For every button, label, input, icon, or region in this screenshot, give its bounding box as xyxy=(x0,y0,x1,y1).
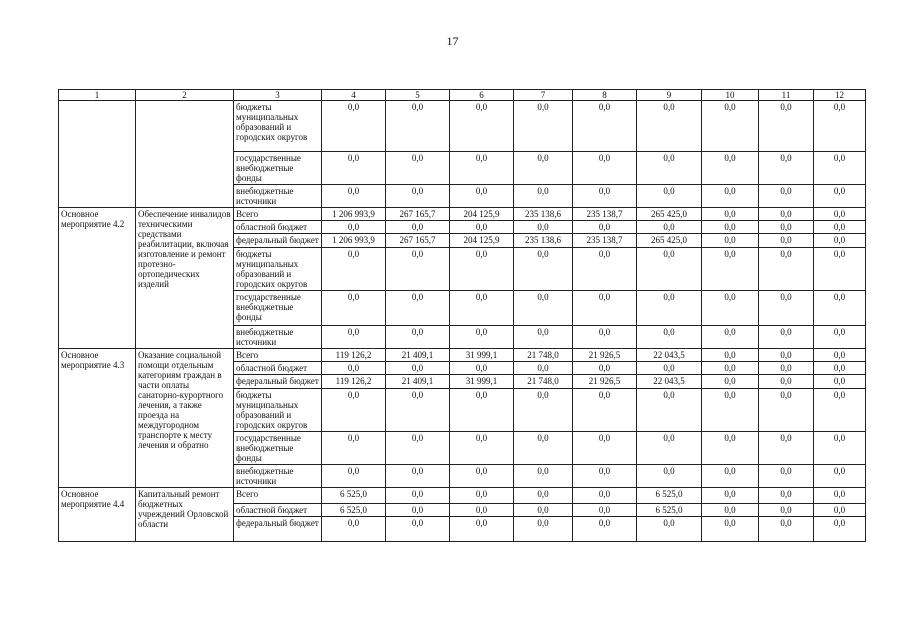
amount-cell: 0,0 xyxy=(514,432,573,465)
amount-cell: 0,0 xyxy=(450,488,514,504)
amount-cell: 0,0 xyxy=(514,517,573,542)
column-header: 1 xyxy=(59,90,136,101)
amount-cell: 0,0 xyxy=(759,488,814,504)
amount-cell: 0,0 xyxy=(759,432,814,465)
activity-name: Основное мероприятие 4.4 xyxy=(59,488,136,542)
amount-cell: 0,0 xyxy=(814,389,866,432)
amount-cell: 0,0 xyxy=(450,291,514,326)
amount-cell: 0,0 xyxy=(814,465,866,488)
amount-cell: 0,0 xyxy=(637,465,702,488)
amount-cell: 204 125,9 xyxy=(450,208,514,221)
amount-cell: 0,0 xyxy=(450,465,514,488)
amount-cell: 0,0 xyxy=(702,504,759,517)
table-row xyxy=(59,488,866,504)
amount-cell: 22 043,5 xyxy=(637,349,702,362)
amount-cell: 0,0 xyxy=(814,208,866,221)
amount-cell: 0,0 xyxy=(814,101,866,152)
amount-cell: 0,0 xyxy=(637,389,702,432)
amount-cell: 0,0 xyxy=(322,248,386,291)
funding-source: федеральный бюджет xyxy=(234,375,322,389)
column-header: 12 xyxy=(814,90,866,101)
amount-cell: 0,0 xyxy=(322,291,386,326)
amount-cell: 0,0 xyxy=(814,234,866,248)
amount-cell: 0,0 xyxy=(637,291,702,326)
amount-cell: 0,0 xyxy=(386,517,450,542)
amount-cell: 0,0 xyxy=(814,291,866,326)
amount-cell: 0,0 xyxy=(814,517,866,542)
column-header: 3 xyxy=(234,90,322,101)
amount-cell: 267 165,7 xyxy=(386,208,450,221)
table-header xyxy=(59,90,866,101)
table-row xyxy=(59,101,866,152)
funding-source: внебюджетные источники xyxy=(234,185,322,208)
amount-cell: 0,0 xyxy=(514,389,573,432)
amount-cell: 1 206 993,9 xyxy=(322,208,386,221)
amount-cell: 0,0 xyxy=(322,465,386,488)
amount-cell: 0,0 xyxy=(702,152,759,185)
amount-cell: 0,0 xyxy=(759,326,814,349)
amount-cell: 0,0 xyxy=(759,185,814,208)
header-row xyxy=(59,90,866,101)
amount-cell: 0,0 xyxy=(450,152,514,185)
amount-cell: 21 926,5 xyxy=(573,375,637,389)
amount-cell: 0,0 xyxy=(637,185,702,208)
amount-cell: 204 125,9 xyxy=(450,234,514,248)
amount-cell: 21 409,1 xyxy=(386,375,450,389)
amount-cell: 0,0 xyxy=(450,221,514,234)
amount-cell: 0,0 xyxy=(637,101,702,152)
amount-cell: 265 425,0 xyxy=(637,234,702,248)
amount-cell: 0,0 xyxy=(573,465,637,488)
amount-cell: 0,0 xyxy=(514,465,573,488)
amount-cell: 0,0 xyxy=(514,488,573,504)
amount-cell: 119 126,2 xyxy=(322,375,386,389)
amount-cell: 0,0 xyxy=(759,208,814,221)
amount-cell: 0,0 xyxy=(322,221,386,234)
amount-cell: 0,0 xyxy=(386,152,450,185)
amount-cell: 0,0 xyxy=(702,389,759,432)
amount-cell: 0,0 xyxy=(759,517,814,542)
amount-cell: 0,0 xyxy=(322,432,386,465)
funding-source: федеральный бюджет xyxy=(234,517,322,542)
amount-cell: 0,0 xyxy=(514,248,573,291)
amount-cell: 0,0 xyxy=(702,517,759,542)
amount-cell: 0,0 xyxy=(759,465,814,488)
funding-source: государственные внебюджетные фонды xyxy=(234,152,322,185)
amount-cell: 0,0 xyxy=(514,185,573,208)
amount-cell: 0,0 xyxy=(759,362,814,375)
amount-cell: 0,0 xyxy=(573,291,637,326)
amount-cell: 0,0 xyxy=(573,101,637,152)
amount-cell: 6 525,0 xyxy=(322,488,386,504)
amount-cell: 0,0 xyxy=(759,291,814,326)
amount-cell: 0,0 xyxy=(814,185,866,208)
amount-cell: 0,0 xyxy=(759,101,814,152)
amount-cell: 0,0 xyxy=(514,152,573,185)
amount-cell: 0,0 xyxy=(322,152,386,185)
amount-cell: 267 165,7 xyxy=(386,234,450,248)
amount-cell: 0,0 xyxy=(573,185,637,208)
amount-cell: 0,0 xyxy=(814,504,866,517)
amount-cell: 0,0 xyxy=(573,432,637,465)
amount-cell: 235 138,6 xyxy=(514,208,573,221)
amount-cell: 6 525,0 xyxy=(637,504,702,517)
amount-cell: 0,0 xyxy=(637,248,702,291)
activity-description: Капитальный ремонт бюджетных учреждений Орловской области xyxy=(136,488,234,542)
amount-cell: 0,0 xyxy=(322,517,386,542)
amount-cell: 0,0 xyxy=(759,221,814,234)
amount-cell: 0,0 xyxy=(386,326,450,349)
amount-cell: 21 926,5 xyxy=(573,349,637,362)
funding-source: Всего xyxy=(234,208,322,221)
amount-cell: 0,0 xyxy=(702,234,759,248)
activity-description: Обеспечение инвалидов техническими средствами реабилитации, включая изготовление и ремонт протезно-ортопедических изделий xyxy=(136,208,234,349)
amount-cell: 0,0 xyxy=(814,152,866,185)
financing-table xyxy=(58,89,866,542)
funding-source: Всего xyxy=(234,349,322,362)
amount-cell: 0,0 xyxy=(702,221,759,234)
amount-cell: 0,0 xyxy=(702,362,759,375)
amount-cell: 0,0 xyxy=(702,349,759,362)
amount-cell: 265 425,0 xyxy=(637,208,702,221)
amount-cell: 0,0 xyxy=(702,432,759,465)
amount-cell: 0,0 xyxy=(573,488,637,504)
amount-cell: 0,0 xyxy=(814,375,866,389)
amount-cell: 0,0 xyxy=(514,291,573,326)
amount-cell: 0,0 xyxy=(702,488,759,504)
amount-cell: 0,0 xyxy=(759,504,814,517)
activity-name xyxy=(59,101,136,208)
amount-cell: 0,0 xyxy=(637,326,702,349)
amount-cell: 0,0 xyxy=(386,291,450,326)
amount-cell: 21 409,1 xyxy=(386,349,450,362)
funding-source: внебюджетные источники xyxy=(234,465,322,488)
amount-cell: 0,0 xyxy=(514,362,573,375)
table-body xyxy=(59,101,866,542)
amount-cell: 0,0 xyxy=(702,208,759,221)
column-header: 6 xyxy=(450,90,514,101)
amount-cell: 0,0 xyxy=(637,432,702,465)
amount-cell: 0,0 xyxy=(814,488,866,504)
amount-cell: 0,0 xyxy=(386,465,450,488)
amount-cell: 0,0 xyxy=(450,432,514,465)
amount-cell: 0,0 xyxy=(386,185,450,208)
amount-cell: 0,0 xyxy=(386,488,450,504)
amount-cell: 0,0 xyxy=(386,362,450,375)
amount-cell: 0,0 xyxy=(322,185,386,208)
amount-cell: 0,0 xyxy=(450,504,514,517)
amount-cell: 0,0 xyxy=(386,432,450,465)
funding-source: бюджеты муниципальных образований и городских округов xyxy=(234,248,322,291)
amount-cell: 0,0 xyxy=(702,101,759,152)
amount-cell: 0,0 xyxy=(814,432,866,465)
table-row xyxy=(59,349,866,362)
funding-source: государственные внебюджетные фонды xyxy=(234,432,322,465)
amount-cell: 0,0 xyxy=(386,389,450,432)
funding-source: государственные внебюджетные фонды xyxy=(234,291,322,326)
amount-cell: 235 138,7 xyxy=(573,208,637,221)
amount-cell: 0,0 xyxy=(450,248,514,291)
amount-cell: 235 138,7 xyxy=(573,234,637,248)
amount-cell: 0,0 xyxy=(702,291,759,326)
amount-cell: 0,0 xyxy=(759,389,814,432)
column-header: 11 xyxy=(759,90,814,101)
funding-source: бюджеты муниципальных образований и городских округов xyxy=(234,389,322,432)
amount-cell: 6 525,0 xyxy=(637,488,702,504)
amount-cell: 0,0 xyxy=(450,101,514,152)
amount-cell: 0,0 xyxy=(573,152,637,185)
funding-source: областной бюджет xyxy=(234,504,322,517)
amount-cell: 0,0 xyxy=(450,389,514,432)
amount-cell: 0,0 xyxy=(322,326,386,349)
amount-cell: 235 138,6 xyxy=(514,234,573,248)
amount-cell: 0,0 xyxy=(573,326,637,349)
amount-cell: 21 748,0 xyxy=(514,349,573,362)
funding-source: областной бюджет xyxy=(234,362,322,375)
amount-cell: 0,0 xyxy=(450,362,514,375)
column-header: 8 xyxy=(573,90,637,101)
amount-cell: 31 999,1 xyxy=(450,375,514,389)
funding-source: внебюджетные источники xyxy=(234,326,322,349)
amount-cell: 0,0 xyxy=(759,349,814,362)
amount-cell: 0,0 xyxy=(386,504,450,517)
amount-cell: 0,0 xyxy=(702,465,759,488)
column-header: 9 xyxy=(637,90,702,101)
amount-cell: 0,0 xyxy=(814,221,866,234)
amount-cell: 0,0 xyxy=(573,389,637,432)
amount-cell: 0,0 xyxy=(759,248,814,291)
amount-cell: 0,0 xyxy=(322,389,386,432)
amount-cell: 6 525,0 xyxy=(322,504,386,517)
column-header: 7 xyxy=(514,90,573,101)
column-header: 5 xyxy=(386,90,450,101)
amount-cell: 0,0 xyxy=(514,504,573,517)
amount-cell: 0,0 xyxy=(814,326,866,349)
amount-cell: 0,0 xyxy=(386,221,450,234)
amount-cell: 21 748,0 xyxy=(514,375,573,389)
funding-source: федеральный бюджет xyxy=(234,234,322,248)
amount-cell: 0,0 xyxy=(702,248,759,291)
column-header: 4 xyxy=(322,90,386,101)
amount-cell: 0,0 xyxy=(759,234,814,248)
amount-cell: 0,0 xyxy=(814,248,866,291)
amount-cell: 0,0 xyxy=(386,248,450,291)
column-header: 10 xyxy=(702,90,759,101)
table-row xyxy=(59,208,866,221)
amount-cell: 0,0 xyxy=(573,221,637,234)
amount-cell: 0,0 xyxy=(450,185,514,208)
amount-cell: 0,0 xyxy=(322,362,386,375)
amount-cell: 0,0 xyxy=(637,152,702,185)
amount-cell: 119 126,2 xyxy=(322,349,386,362)
amount-cell: 0,0 xyxy=(814,362,866,375)
amount-cell: 22 043,5 xyxy=(637,375,702,389)
amount-cell: 0,0 xyxy=(322,101,386,152)
amount-cell: 0,0 xyxy=(573,362,637,375)
amount-cell: 0,0 xyxy=(573,517,637,542)
amount-cell: 0,0 xyxy=(637,517,702,542)
funding-source: бюджеты муниципальных образований и городских округов xyxy=(234,101,322,152)
amount-cell: 0,0 xyxy=(386,101,450,152)
amount-cell: 0,0 xyxy=(450,326,514,349)
activity-name: Основное мероприятие 4.3 xyxy=(59,349,136,488)
amount-cell: 0,0 xyxy=(702,185,759,208)
amount-cell: 0,0 xyxy=(702,326,759,349)
amount-cell: 0,0 xyxy=(514,101,573,152)
column-header: 2 xyxy=(136,90,234,101)
amount-cell: 0,0 xyxy=(450,517,514,542)
amount-cell: 0,0 xyxy=(573,248,637,291)
amount-cell: 0,0 xyxy=(514,326,573,349)
funding-source: Всего xyxy=(234,488,322,504)
amount-cell: 0,0 xyxy=(573,504,637,517)
amount-cell: 1 206 993,9 xyxy=(322,234,386,248)
amount-cell: 0,0 xyxy=(759,152,814,185)
amount-cell: 0,0 xyxy=(514,221,573,234)
amount-cell: 31 999,1 xyxy=(450,349,514,362)
amount-cell: 0,0 xyxy=(814,349,866,362)
activity-description: Оказание социальной помощи отдельным категориям граждан в части оплаты санаторно-курортного лечения, а также проезда на междугородном транспорте к месту лечения и обратно xyxy=(136,349,234,488)
amount-cell: 0,0 xyxy=(759,375,814,389)
amount-cell: 0,0 xyxy=(637,221,702,234)
amount-cell: 0,0 xyxy=(637,362,702,375)
funding-source: областной бюджет xyxy=(234,221,322,234)
amount-cell: 0,0 xyxy=(702,375,759,389)
activity-description xyxy=(136,101,234,208)
activity-name: Основное мероприятие 4.2 xyxy=(59,208,136,349)
page-number: 17 xyxy=(446,34,459,48)
